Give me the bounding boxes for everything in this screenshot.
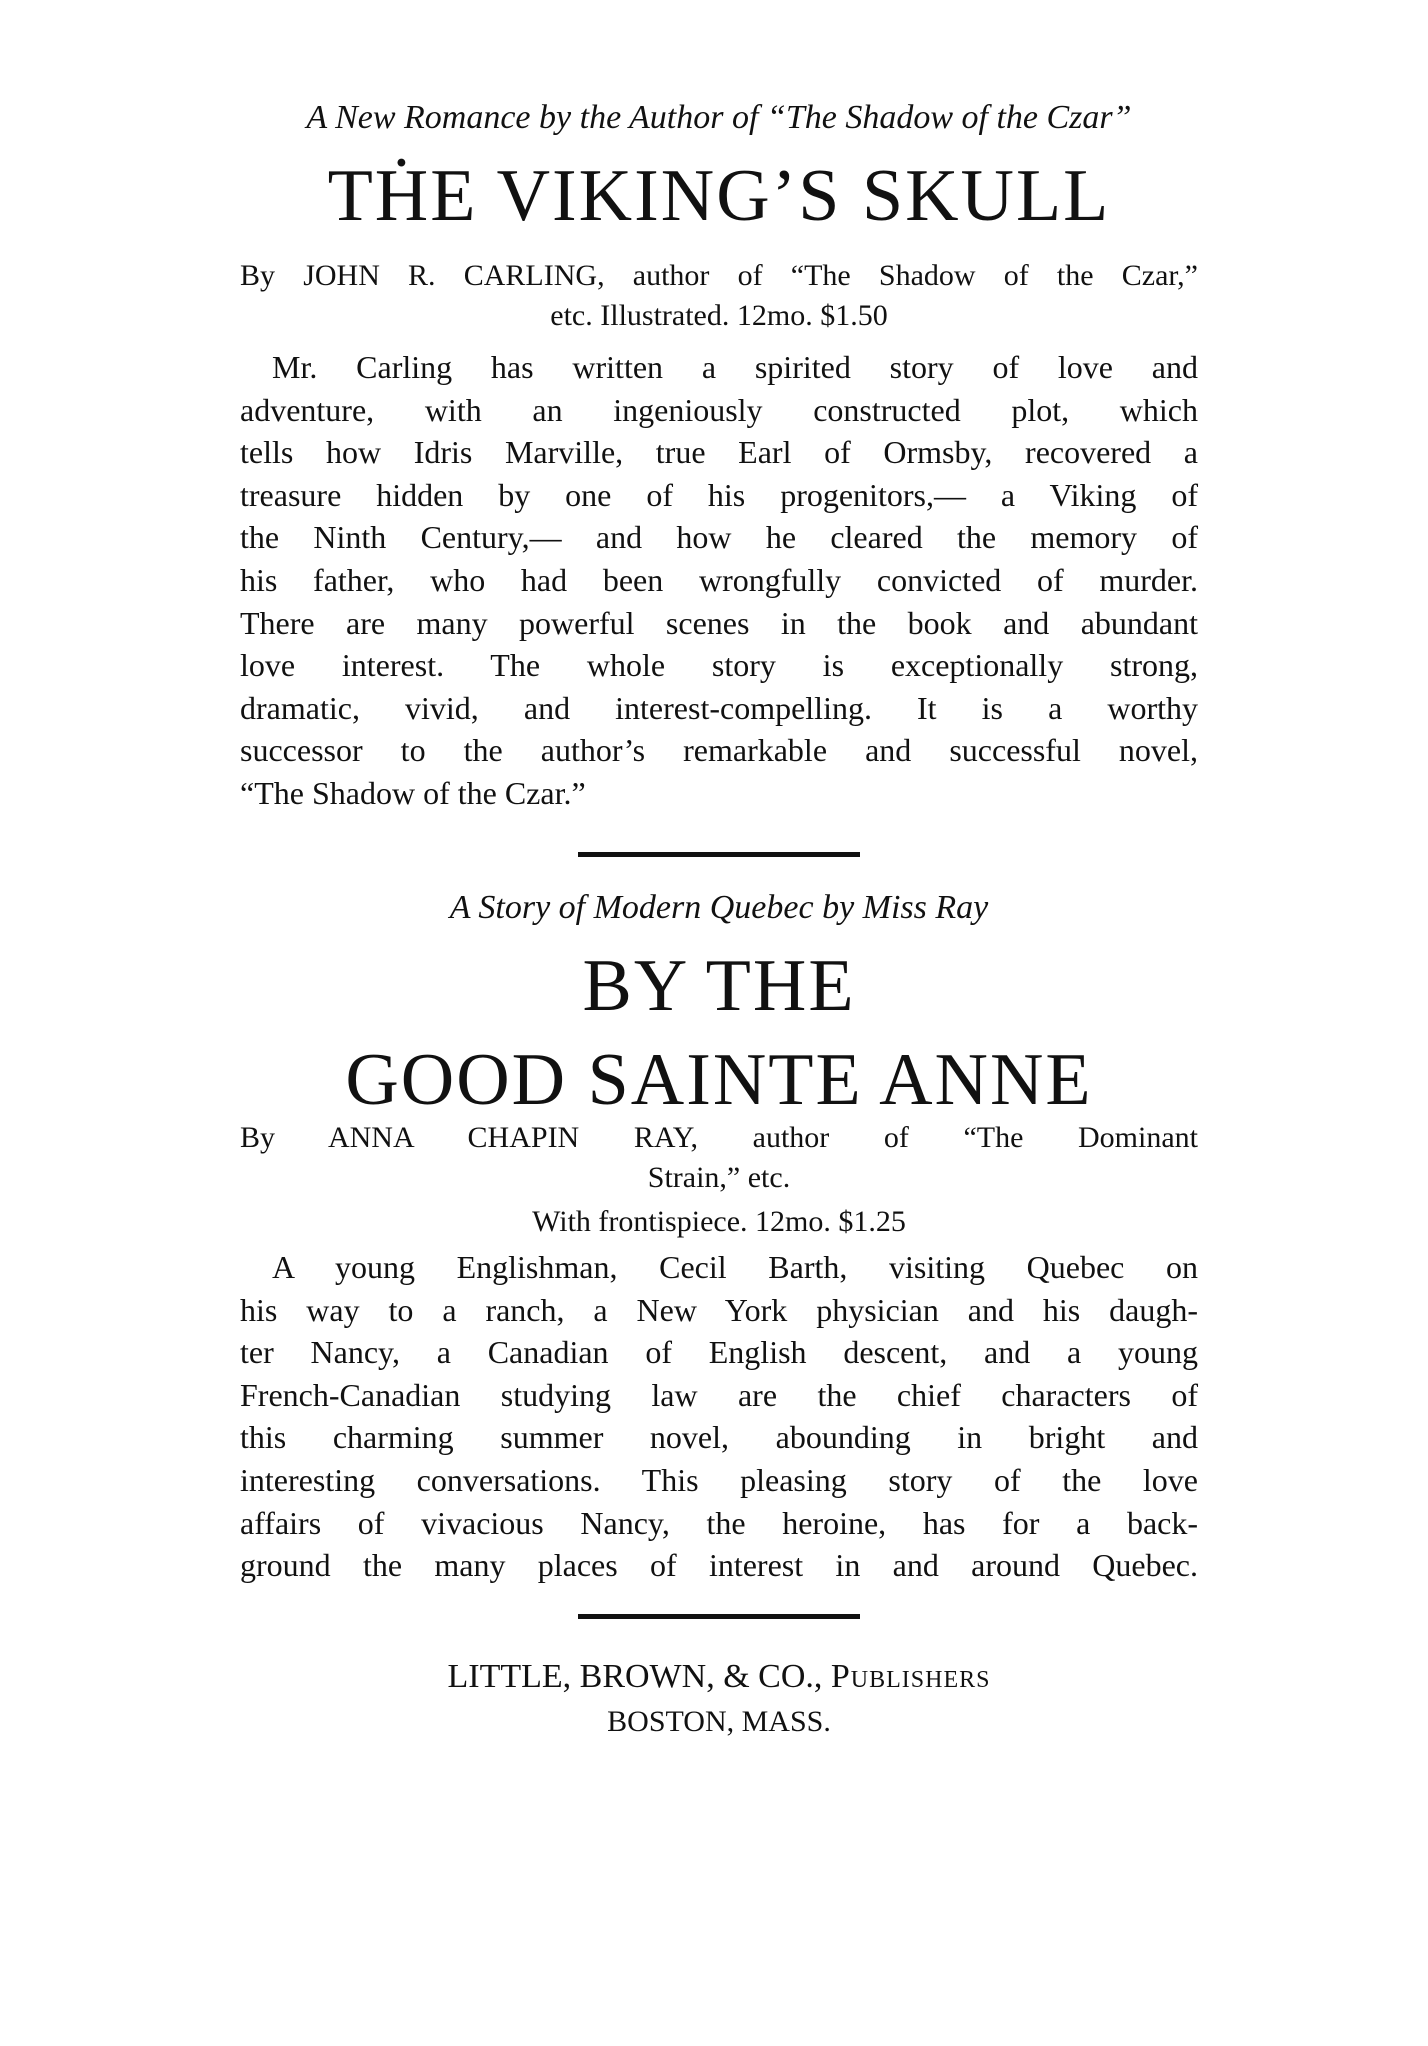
ad2-byline bbox=[240, 1118, 1198, 1198]
publisher-imprint bbox=[240, 1656, 1198, 1700]
ad2-description bbox=[240, 1246, 1198, 1587]
ad2-byline-author: By ANNA CHAPIN RAY, author of “The Dominant bbox=[240, 1121, 1198, 1154]
ad2-pub-info: With frontispiece. 12mo. $1.25 bbox=[532, 1205, 906, 1238]
ad1-byline-author: By JOHN R. CARLING, author of “The Shadow of the Czar,” bbox=[240, 259, 1198, 292]
ad1-byline-details: etc. Illustrated. 12mo. $1.50 bbox=[550, 299, 888, 332]
ad2-description-line: interesting conversations. This pleasing story of the love bbox=[240, 1461, 1198, 1498]
ad1-description-line: “The Shadow of the Czar.” bbox=[240, 774, 586, 811]
ad1-description bbox=[240, 346, 1198, 815]
ad2-description-line: A young Englishman, Cecil Barth, visiting Quebec on bbox=[272, 1249, 1198, 1285]
section-divider bbox=[578, 1614, 860, 1619]
ad1-description-line: successor to the author’s remarkable and successful novel, bbox=[240, 732, 1198, 769]
ad2-description-line: French-Canadian studying law are the chief characters of bbox=[240, 1376, 1198, 1413]
ad1-description-line: his father, who had been wrongfully convicted of murder. bbox=[240, 561, 1198, 598]
ad1-description-line: the Ninth Century,— and how he cleared the memory of bbox=[240, 519, 1198, 556]
ad1-description-line: treasure hidden by one of his progenitors,— a Viking of bbox=[240, 476, 1198, 513]
ad2-book-title-line1: BY THE bbox=[582, 945, 856, 1027]
ad2-description-line: affairs of vivacious Nancy, the heroine, has for a back- bbox=[240, 1504, 1198, 1541]
ad1-description-line: love interest. The whole story is exceptionally strong, bbox=[240, 647, 1198, 684]
ad1-description-line: tells how Idris Marville, true Earl of Ormsby, recovered a bbox=[240, 434, 1198, 471]
publisher-city: BOSTON, MASS. bbox=[607, 1705, 831, 1738]
ad2-kicker: A Story of Modern Quebec by Miss Ray bbox=[449, 889, 989, 926]
ad1-byline bbox=[240, 256, 1198, 336]
ad1-book-title: TḢE VIKING’S SKULL bbox=[327, 155, 1111, 237]
publisher-name: LITTLE, BROWN, & CO., bbox=[447, 1658, 823, 1695]
ad2-description-line: ter Nancy, a Canadian of English descent, and a young bbox=[240, 1334, 1198, 1371]
ad2-description-line: this charming summer novel, abounding in bright and bbox=[240, 1419, 1198, 1456]
publisher-role: Publishers bbox=[830, 1658, 991, 1695]
ad2-description-line: his way to a ranch, a New York physician and his daugh- bbox=[240, 1291, 1198, 1328]
section-divider bbox=[578, 852, 860, 857]
ad1-description-line: There are many powerful scenes in the book and abundant bbox=[240, 604, 1198, 641]
ad1-description-line: Mr. Carling has written a spirited story of love and bbox=[272, 349, 1198, 385]
ad2-byline-continued: Strain,” etc. bbox=[647, 1161, 791, 1194]
ad1-description-line: dramatic, vivid, and interest-compelling. It is a worthy bbox=[240, 689, 1198, 726]
ad1-kicker: A New Romance by the Author of “The Shadow of the Czar” bbox=[306, 99, 1132, 136]
ad2-description-line: ground the many places of interest in and around Quebec. bbox=[240, 1547, 1198, 1584]
ad1-description-line: adventure, with an ingeniously constructed plot, which bbox=[240, 391, 1198, 428]
ad2-book-title-line2: GOOD SAINTE ANNE bbox=[345, 1039, 1093, 1121]
